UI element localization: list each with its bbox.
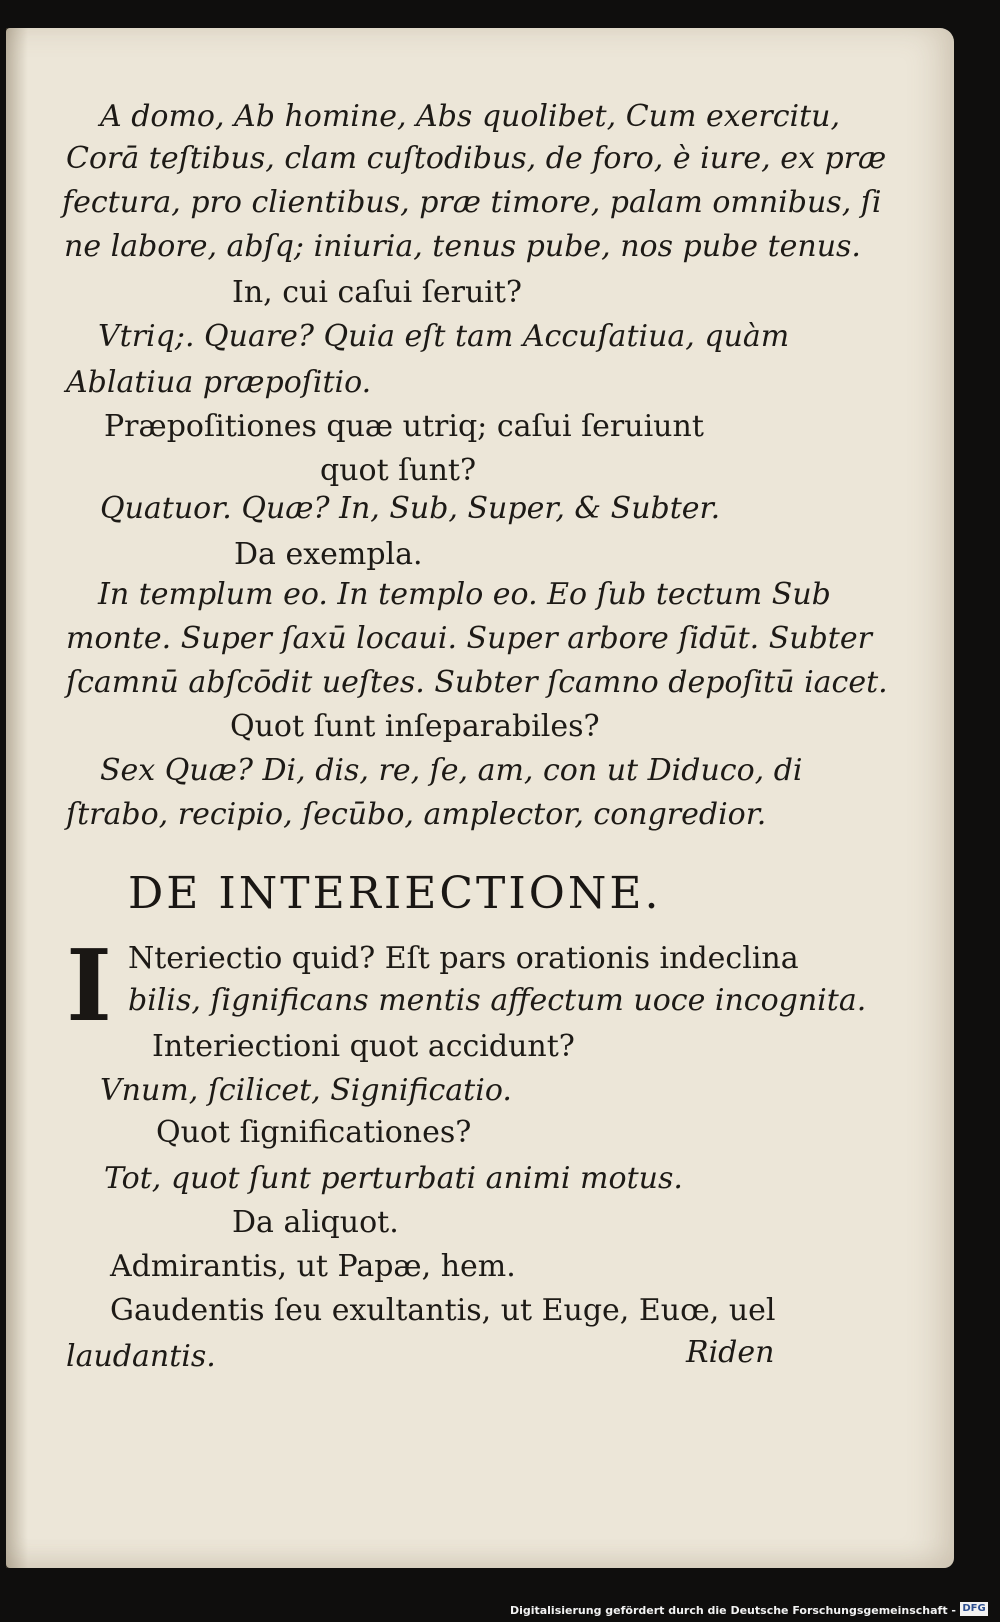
page-gutter-shadow: [6, 28, 28, 1568]
text-line-5: In, cui caſui ſeruit?: [232, 275, 522, 310]
text-line-19: bilis, ſignificans mentis affectum uoce incognita.: [128, 983, 867, 1018]
text-line-12: In templum eo. In templo eo. Eo ſub tectum Sub: [98, 577, 831, 612]
text-line-24: Da aliquot.: [232, 1205, 399, 1240]
text-line-18: Nteriectio quid? Eſt pars orationis indeclina: [128, 941, 799, 976]
text-line-8: Præpoſitiones quæ utriq; caſui ſeruiunt: [104, 409, 704, 444]
text-line-22: Quot ſignificationes?: [156, 1115, 472, 1150]
text-line-21: Vnum, ſcilicet, Significatio.: [100, 1073, 512, 1108]
text-line-26: Gaudentis ſeu exultantis, ut Euge, Euœ, uel: [110, 1293, 776, 1328]
text-line-1: A domo, Ab homine, Abs quolibet, Cum exercitu,: [100, 99, 841, 134]
dfg-logo: DFG: [960, 1602, 988, 1616]
text-line-6: Vtriq;. Quare? Quia eſt tam Accuſatiua, quàm: [98, 319, 790, 354]
text-line-14: ſcamnū abſcōdit ueſtes. Subter ſcamno depoſitū iacet.: [66, 665, 888, 700]
text-line-11: Da exempla.: [234, 537, 423, 572]
text-line-15: Quot ſunt inſeparabiles?: [230, 709, 600, 744]
text-line-20: Interiectioni quot accidunt?: [152, 1029, 575, 1064]
text-line-16: Sex Quæ? Di, dis, re, ſe, am, con ut Diduco, di: [100, 753, 803, 788]
text-line-3: fectura, pro clientibus, præ timore, palam omnibus, ſi: [62, 185, 882, 220]
text-line-2: Corā teſtibus, clam cuſtodibus, de foro, è iure, ex præ: [66, 141, 887, 176]
text-line-9: quot ſunt?: [320, 453, 477, 488]
text-line-10: Quatuor. Quæ? In, Sub, Super, & Subter.: [100, 491, 721, 526]
digitization-credit: Digitalisierung gefördert durch die Deutsche Forschungsgemeinschaft -: [509, 1604, 956, 1617]
text-line-17: ſtrabo, recipio, ſecūbo, amplector, congredior.: [66, 797, 767, 832]
text-line-27: laudantis.: [66, 1339, 216, 1374]
text-line-4: ne labore, abſq; iniuria, tenus pube, nos pube tenus.: [64, 229, 861, 264]
text-line-13: monte. Super ſaxū locaui. Super arbore ſidūt. Subter: [66, 621, 872, 656]
section-heading: DE INTERIECTIONE.: [128, 868, 662, 919]
text-line-7: Ablatiua præpoſitio.: [66, 365, 372, 400]
text-line-23: Tot, quot ſunt perturbati animi motus.: [104, 1161, 683, 1196]
catchword: Riden: [686, 1335, 775, 1370]
drop-cap-initial: I: [66, 929, 112, 1044]
text-line-25: Admirantis, ut Papæ, hem.: [110, 1249, 516, 1284]
